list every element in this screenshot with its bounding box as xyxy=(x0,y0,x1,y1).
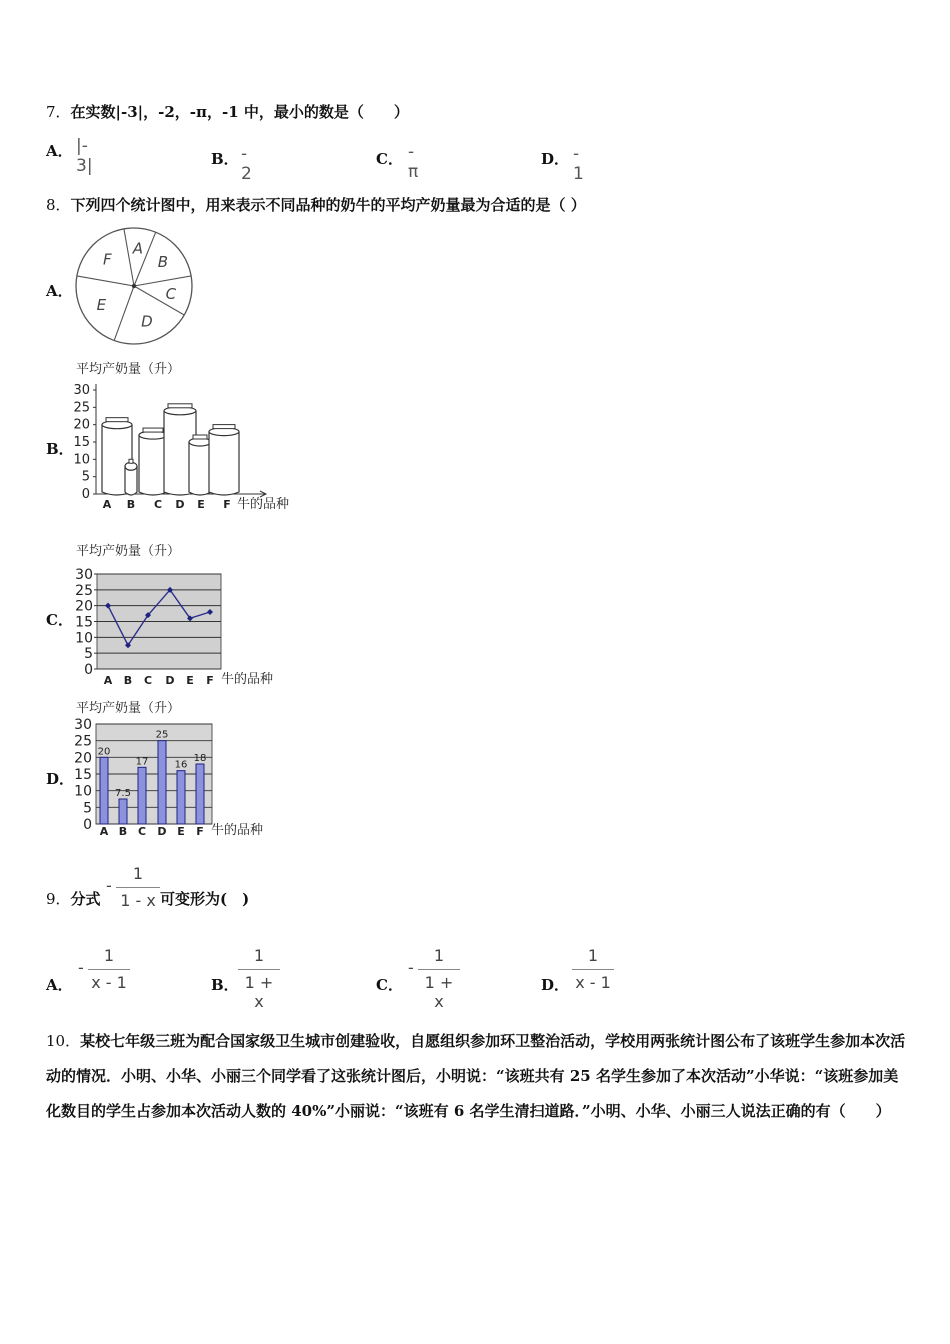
q9-suffix: 可变形为( ) xyxy=(160,890,250,908)
line-y-tick-label: 30 xyxy=(75,567,93,583)
jar-x-tick-label-e: E xyxy=(197,498,205,511)
q8-option-a-label[interactable]: A． xyxy=(46,282,73,300)
line-x-tick-label-e: E xyxy=(186,674,194,687)
line-x-tick-label-b: B xyxy=(123,674,133,687)
bar-data-label-c: 17 xyxy=(135,756,149,768)
bar-y-tick-label: 10 xyxy=(74,783,92,800)
q9-option-c-sign: - xyxy=(408,958,414,977)
q8-line-chart xyxy=(70,540,310,690)
q7-option-b-value: - 2 xyxy=(241,144,252,184)
q8-stem xyxy=(46,195,586,215)
pie-label-b: B xyxy=(157,252,169,271)
q7-option-b-label: B． xyxy=(211,150,239,168)
q9-number: 9． xyxy=(46,890,71,908)
bar-y-tick-label: 20 xyxy=(74,750,92,767)
bar-x-tick-label-b: B xyxy=(118,825,128,838)
q9-option-a-label[interactable]: A． xyxy=(46,976,73,994)
q7-stem xyxy=(46,102,409,122)
bar-c xyxy=(138,767,146,824)
q8-pie-chart xyxy=(70,225,200,347)
q9-option-c-den: 1 + x xyxy=(424,973,454,1011)
q7-number: 7． xyxy=(46,103,71,121)
bar-data-label-d: 25 xyxy=(155,729,169,741)
jar-x-tick-label-a: A xyxy=(102,498,112,511)
bar-chart-y-title: 平均产奶量（升） xyxy=(76,701,181,716)
q8-jar-chart xyxy=(70,358,310,516)
line-y-tick-label: 5 xyxy=(84,646,93,663)
q8-text: 下列四个统计图中，用来表示不同品种的奶牛的平均产奶量最为合适的是（ ） xyxy=(70,196,586,214)
q7-option-c-label: C． xyxy=(376,150,403,168)
q9-option-c-fraction[interactable] xyxy=(418,946,460,1011)
jar-y-tick-label: 30 xyxy=(73,383,90,398)
q9-prefix: 分式 xyxy=(70,890,101,908)
bar-d xyxy=(158,741,166,824)
bar-x-tick-label-a: A xyxy=(99,825,109,838)
bar-f xyxy=(196,764,204,824)
jar-bar-lid xyxy=(106,418,128,422)
q8-number: 8． xyxy=(46,196,71,214)
line-y-tick-label: 25 xyxy=(75,582,93,599)
bar-x-tick-label-d: D xyxy=(157,825,167,838)
q7-option-d-value: - 1 xyxy=(573,144,584,184)
line-y-tick-label: 10 xyxy=(75,630,93,647)
bar-y-tick-label: 15 xyxy=(74,767,92,783)
line-y-tick-label: 0 xyxy=(84,662,93,678)
jar-x-tick-label-d: D xyxy=(175,498,185,511)
q9-option-a-sign: - xyxy=(78,958,84,977)
bar-data-label-e: 16 xyxy=(174,759,188,771)
q9-expr-den: 1 - x xyxy=(120,891,156,910)
bar-chart-x-title: 牛的品种 xyxy=(211,823,264,838)
line-x-tick-label-f: F xyxy=(206,674,214,687)
q8-option-b-label[interactable]: B． xyxy=(46,440,74,458)
jar-chart-y-title: 平均产奶量（升） xyxy=(76,362,181,377)
q8-bar-chart xyxy=(70,698,310,840)
q7-option-d-label: D． xyxy=(541,150,570,168)
jar-bar-lid xyxy=(193,435,207,439)
q7-option-a-label: A． xyxy=(46,142,73,160)
q7-text: 在实数|-3|，-2，-π，-1 中，最小的数是（ ） xyxy=(70,103,409,121)
pie-label-c: C xyxy=(165,284,177,303)
jar-bar-f xyxy=(209,432,239,495)
q10-stem xyxy=(46,1024,908,1129)
bar-data-label-f: 18 xyxy=(193,753,207,764)
q9-option-c-num: 1 xyxy=(418,946,460,970)
q9-option-a-num: 1 xyxy=(88,946,130,970)
bar-y-tick-label: 5 xyxy=(83,800,92,817)
line-x-tick-label-d: D xyxy=(165,674,175,687)
q9-number-prefix xyxy=(46,889,101,909)
q7-option-c-value: - π xyxy=(408,142,419,182)
q9-option-b-label[interactable]: B． xyxy=(211,976,239,994)
bar-data-label-b: 7.5 xyxy=(115,788,131,799)
jar-x-tick-label-f: F xyxy=(223,498,231,511)
q9-option-b-num: 1 xyxy=(238,946,280,970)
q10-number: 10． xyxy=(46,1032,81,1050)
q9-option-c-label[interactable]: C． xyxy=(376,976,403,994)
line-y-tick-label: 15 xyxy=(75,614,93,631)
jar-y-tick-label: 0 xyxy=(81,487,90,502)
q7-option-c[interactable] xyxy=(376,142,419,182)
q9-option-a-fraction[interactable] xyxy=(88,946,130,992)
bar-x-tick-label-f: F xyxy=(196,825,204,838)
jar-y-tick-label: 20 xyxy=(73,417,90,433)
bar-y-tick-label: 25 xyxy=(74,733,92,750)
bar-x-tick-label-c: C xyxy=(137,825,147,838)
line-x-tick-label-a: A xyxy=(103,674,113,687)
pie-label-d: D xyxy=(141,312,153,331)
line-x-tick-label-c: C xyxy=(143,674,153,687)
q7-option-b[interactable] xyxy=(211,144,252,184)
q7-option-a[interactable] xyxy=(46,136,93,176)
q9-option-b-den: 1 + x xyxy=(244,973,274,1011)
jar-bar-lid xyxy=(143,428,163,432)
bar-x-tick-label-e: E xyxy=(177,825,185,838)
bar-y-tick-label: 30 xyxy=(74,717,92,733)
jar-y-tick-label: 5 xyxy=(81,469,90,485)
q9-option-b-fraction[interactable] xyxy=(238,946,280,1011)
bar-data-label-a: 20 xyxy=(97,746,111,758)
pie-label-a: A xyxy=(132,239,144,258)
line-chart-x-title: 牛的品种 xyxy=(221,672,274,687)
bar-y-tick-label: 0 xyxy=(83,817,92,833)
jar-bar-lid xyxy=(168,404,192,408)
q9-expr-num: 1 xyxy=(116,864,160,888)
q9-option-d-num: 1 xyxy=(572,946,614,970)
jar-y-tick-label: 15 xyxy=(73,435,90,450)
pie-center xyxy=(132,284,136,288)
jar-x-tick-label-c: C xyxy=(153,498,163,511)
q9-option-d-fraction[interactable] xyxy=(572,946,614,992)
pie-label-f: F xyxy=(103,250,112,269)
line-chart-y-title: 平均产奶量（升） xyxy=(76,544,181,559)
q7-option-a-value: |- 3| xyxy=(76,136,93,176)
q9-expr-sign: - xyxy=(106,876,112,895)
q10-text: 某校七年级三班为配合国家级卫生城市创建验收，自愿组织参加环卫整治活动，学校用两张统计图公布了该班学生参加本次活动的情况．小明、小华、小丽三个同学看了这张统计图后，小明说：“该班共有 25 名学生参加了本次活动”小华说：“该班参加美化数目的学生占参加本次活动人数的 40%”小丽说：“该班有 6 名学生清扫道路．”小明、小华、小丽三人说法正确的有（ ） xyxy=(46,1032,906,1120)
jar-bar-e xyxy=(189,442,211,495)
jar-x-tick-label-b: B xyxy=(126,498,136,511)
pie-label-e: E xyxy=(96,295,107,314)
q9-option-d-den: x - 1 xyxy=(575,973,611,992)
jar-y-tick-label: 10 xyxy=(73,452,90,468)
jar-bar-lid xyxy=(213,425,235,429)
q9-option-d-label[interactable]: D． xyxy=(541,976,570,994)
q9-expr-fraction xyxy=(116,864,160,910)
jar-bar-lid xyxy=(129,459,133,463)
bar-e xyxy=(177,771,185,824)
line-y-tick-label: 20 xyxy=(75,598,93,615)
q9-option-a-den: x - 1 xyxy=(91,973,127,992)
q8-option-c-label[interactable]: C． xyxy=(46,611,73,629)
jar-chart-x-title: 牛的品种 xyxy=(237,497,290,512)
bar-a xyxy=(100,757,108,824)
jar-bar-c xyxy=(139,435,167,495)
bar-b xyxy=(119,799,127,824)
q8-option-d-label[interactable]: D． xyxy=(46,770,75,788)
jar-y-tick-label: 25 xyxy=(73,400,90,416)
q7-option-d[interactable] xyxy=(541,144,584,184)
